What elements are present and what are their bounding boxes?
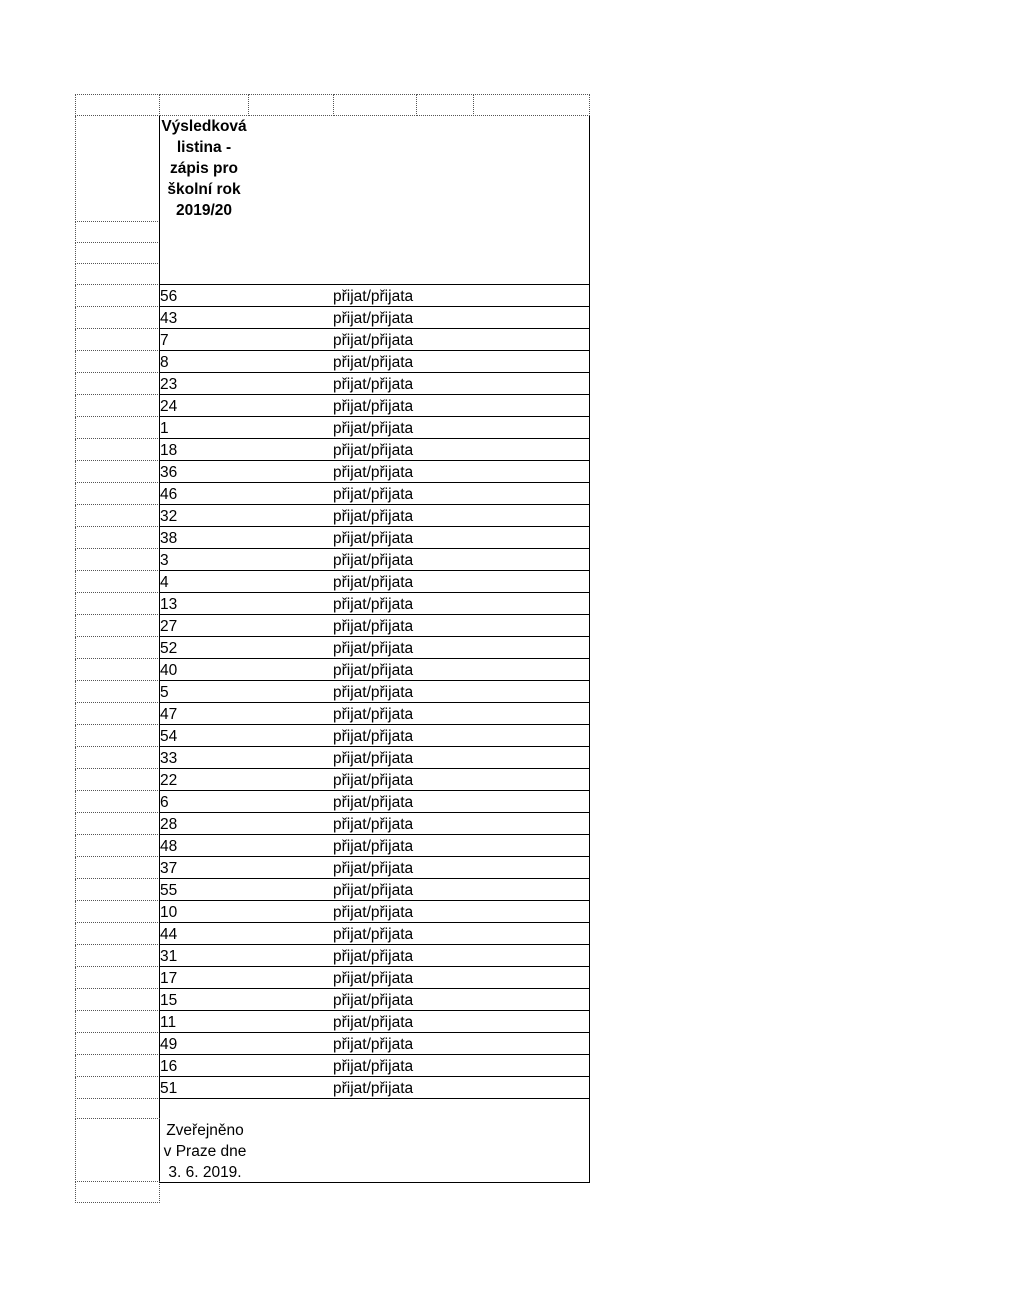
left-cell bbox=[75, 945, 160, 967]
applicant-number: 55 bbox=[160, 882, 178, 899]
admission-status: přijat/přijata bbox=[333, 926, 414, 943]
left-cell bbox=[75, 439, 160, 461]
admission-status: přijat/přijata bbox=[333, 970, 414, 987]
row-divider bbox=[159, 504, 590, 505]
left-cell bbox=[75, 1055, 160, 1077]
admission-status: přijat/přijata bbox=[333, 1014, 414, 1031]
admission-status: přijat/přijata bbox=[333, 442, 414, 459]
row-divider bbox=[159, 724, 590, 725]
left-cell bbox=[75, 395, 160, 417]
row-divider bbox=[159, 812, 590, 813]
row-divider bbox=[159, 834, 590, 835]
applicant-number: 43 bbox=[160, 310, 178, 327]
left-cell bbox=[75, 791, 160, 813]
row-divider bbox=[159, 790, 590, 791]
admission-status: přijat/přijata bbox=[333, 398, 414, 415]
applicant-number: 13 bbox=[160, 596, 178, 613]
admission-status: přijat/přijata bbox=[333, 838, 414, 855]
row-divider bbox=[159, 900, 590, 901]
left-cell bbox=[75, 747, 160, 769]
left-cell bbox=[75, 527, 160, 549]
left-cell bbox=[75, 593, 160, 615]
left-cell bbox=[75, 417, 160, 439]
left-cell bbox=[75, 116, 160, 222]
left-cell bbox=[75, 505, 160, 527]
applicant-number: 1 bbox=[160, 420, 169, 437]
row-divider bbox=[159, 658, 590, 659]
applicant-number: 15 bbox=[160, 992, 178, 1009]
applicant-number: 52 bbox=[160, 640, 178, 657]
row-divider bbox=[159, 1054, 590, 1055]
row-divider bbox=[159, 482, 590, 483]
applicant-number: 37 bbox=[160, 860, 178, 877]
left-cell bbox=[75, 373, 160, 395]
admission-status: přijat/přijata bbox=[333, 288, 414, 305]
admission-status: přijat/přijata bbox=[333, 816, 414, 833]
page-title: Výsledková listina - zápis pro školní rok 2019/20 bbox=[161, 118, 247, 219]
left-cell bbox=[75, 1119, 160, 1182]
left-cell bbox=[75, 329, 160, 351]
left-cell bbox=[75, 307, 160, 329]
applicant-number: 48 bbox=[160, 838, 178, 855]
header-cell-d bbox=[333, 94, 417, 116]
row-divider bbox=[159, 592, 590, 593]
applicant-number: 33 bbox=[160, 750, 178, 767]
header-cell-a bbox=[75, 94, 160, 116]
left-cell bbox=[75, 967, 160, 989]
left-cell bbox=[75, 571, 160, 593]
row-divider bbox=[159, 988, 590, 989]
row-divider bbox=[159, 966, 590, 967]
left-cell bbox=[75, 725, 160, 747]
left-cell bbox=[75, 549, 160, 571]
admission-status: přijat/přijata bbox=[333, 992, 414, 1009]
left-cell bbox=[75, 1033, 160, 1055]
admission-status: přijat/přijata bbox=[333, 706, 414, 723]
row-divider bbox=[159, 394, 590, 395]
left-cell bbox=[75, 989, 160, 1011]
applicant-number: 17 bbox=[160, 970, 178, 987]
admission-status: přijat/přijata bbox=[333, 618, 414, 635]
left-cell bbox=[75, 351, 160, 373]
left-cell bbox=[75, 1182, 160, 1203]
applicant-number: 16 bbox=[160, 1058, 178, 1075]
admission-status: přijat/přijata bbox=[333, 860, 414, 877]
row-divider bbox=[159, 526, 590, 527]
admission-status: přijat/přijata bbox=[333, 486, 414, 503]
row-divider bbox=[159, 460, 590, 461]
applicant-number: 6 bbox=[160, 794, 169, 811]
applicant-number: 32 bbox=[160, 508, 178, 525]
applicant-number: 10 bbox=[160, 904, 178, 921]
admission-status: přijat/přijata bbox=[333, 750, 414, 767]
admission-status: přijat/přijata bbox=[333, 1080, 414, 1097]
admission-status: přijat/přijata bbox=[333, 662, 414, 679]
header-cell-f bbox=[473, 94, 590, 116]
applicant-number: 47 bbox=[160, 706, 178, 723]
applicant-number: 40 bbox=[160, 662, 178, 679]
left-cell bbox=[75, 243, 160, 264]
row-divider bbox=[159, 372, 590, 373]
admission-status: přijat/přijata bbox=[333, 794, 414, 811]
applicant-number: 36 bbox=[160, 464, 178, 481]
applicant-number: 5 bbox=[160, 684, 169, 701]
left-cell bbox=[75, 681, 160, 703]
header-cell-c bbox=[248, 94, 334, 116]
row-divider bbox=[159, 746, 590, 747]
left-cell bbox=[75, 222, 160, 243]
left-cell bbox=[75, 879, 160, 901]
admission-status: přijat/přijata bbox=[333, 420, 414, 437]
row-divider bbox=[159, 878, 590, 879]
left-cell bbox=[75, 813, 160, 835]
publication-note: Zveřejněno v Praze dne 3. 6. 2019. bbox=[163, 1122, 247, 1181]
admission-status: přijat/přijata bbox=[333, 574, 414, 591]
header-cell-e bbox=[416, 94, 474, 116]
applicant-number: 23 bbox=[160, 376, 178, 393]
left-cell bbox=[75, 659, 160, 681]
admission-status: přijat/přijata bbox=[333, 376, 414, 393]
row-divider bbox=[159, 570, 590, 571]
row-divider bbox=[159, 1076, 590, 1077]
applicant-number: 18 bbox=[160, 442, 178, 459]
applicant-number: 51 bbox=[160, 1080, 178, 1097]
admission-status: přijat/přijata bbox=[333, 772, 414, 789]
row-divider bbox=[159, 306, 590, 307]
left-cell bbox=[75, 483, 160, 505]
left-cell bbox=[75, 923, 160, 945]
row-divider bbox=[159, 548, 590, 549]
applicant-number: 7 bbox=[160, 332, 169, 349]
admission-status: přijat/přijata bbox=[333, 948, 414, 965]
left-cell bbox=[75, 857, 160, 879]
admission-status: přijat/přijata bbox=[333, 904, 414, 921]
applicant-number: 4 bbox=[160, 574, 169, 591]
row-divider bbox=[159, 416, 590, 417]
left-cell bbox=[75, 264, 160, 285]
admission-status: přijat/přijata bbox=[333, 552, 414, 569]
row-divider bbox=[159, 1032, 590, 1033]
row-divider bbox=[159, 768, 590, 769]
left-cell bbox=[75, 769, 160, 791]
left-cell bbox=[75, 1011, 160, 1033]
left-cell bbox=[75, 703, 160, 725]
admission-status: přijat/přijata bbox=[333, 596, 414, 613]
left-cell bbox=[75, 1077, 160, 1099]
applicant-number: 11 bbox=[160, 1014, 177, 1031]
applicant-number: 22 bbox=[160, 772, 178, 789]
left-cell bbox=[75, 637, 160, 659]
applicant-number: 46 bbox=[160, 486, 178, 503]
admission-status: přijat/přijata bbox=[333, 508, 414, 525]
row-divider bbox=[159, 922, 590, 923]
row-divider bbox=[159, 702, 590, 703]
applicant-number: 54 bbox=[160, 728, 178, 745]
header-cell-b bbox=[159, 94, 249, 116]
applicant-number: 49 bbox=[160, 1036, 178, 1053]
row-divider bbox=[159, 856, 590, 857]
row-divider bbox=[159, 944, 590, 945]
table-right-border bbox=[589, 285, 590, 1182]
applicant-number: 8 bbox=[160, 354, 169, 371]
admission-status: přijat/přijata bbox=[333, 684, 414, 701]
admission-status: přijat/přijata bbox=[333, 354, 414, 371]
admission-status: přijat/přijata bbox=[333, 728, 414, 745]
applicant-number: 31 bbox=[160, 948, 178, 965]
left-cell bbox=[75, 1098, 160, 1119]
table-left-border bbox=[159, 285, 160, 1182]
applicant-number: 38 bbox=[160, 530, 178, 547]
applicant-number: 44 bbox=[160, 926, 178, 943]
applicant-number: 28 bbox=[160, 816, 178, 833]
admission-status: přijat/přijata bbox=[333, 882, 414, 899]
applicant-number: 24 bbox=[160, 398, 178, 415]
left-cell bbox=[75, 285, 160, 307]
left-cell bbox=[75, 461, 160, 483]
row-divider bbox=[159, 328, 590, 329]
admission-status: přijat/přijata bbox=[333, 640, 414, 657]
row-divider bbox=[159, 614, 590, 615]
admission-status: přijat/přijata bbox=[333, 1058, 414, 1075]
admission-status: přijat/přijata bbox=[333, 310, 414, 327]
row-divider bbox=[159, 438, 590, 439]
admission-status: přijat/přijata bbox=[333, 1036, 414, 1053]
applicant-number: 27 bbox=[160, 618, 178, 635]
applicant-number: 3 bbox=[160, 552, 169, 569]
row-divider bbox=[159, 350, 590, 351]
admission-status: přijat/přijata bbox=[333, 332, 414, 349]
admission-status: přijat/přijata bbox=[333, 530, 414, 547]
row-divider bbox=[159, 1010, 590, 1011]
left-cell bbox=[75, 901, 160, 923]
left-cell bbox=[75, 615, 160, 637]
admission-status: přijat/přijata bbox=[333, 464, 414, 481]
row-divider bbox=[159, 680, 590, 681]
left-cell bbox=[75, 835, 160, 857]
applicant-number: 56 bbox=[160, 288, 178, 305]
row-divider bbox=[159, 636, 590, 637]
